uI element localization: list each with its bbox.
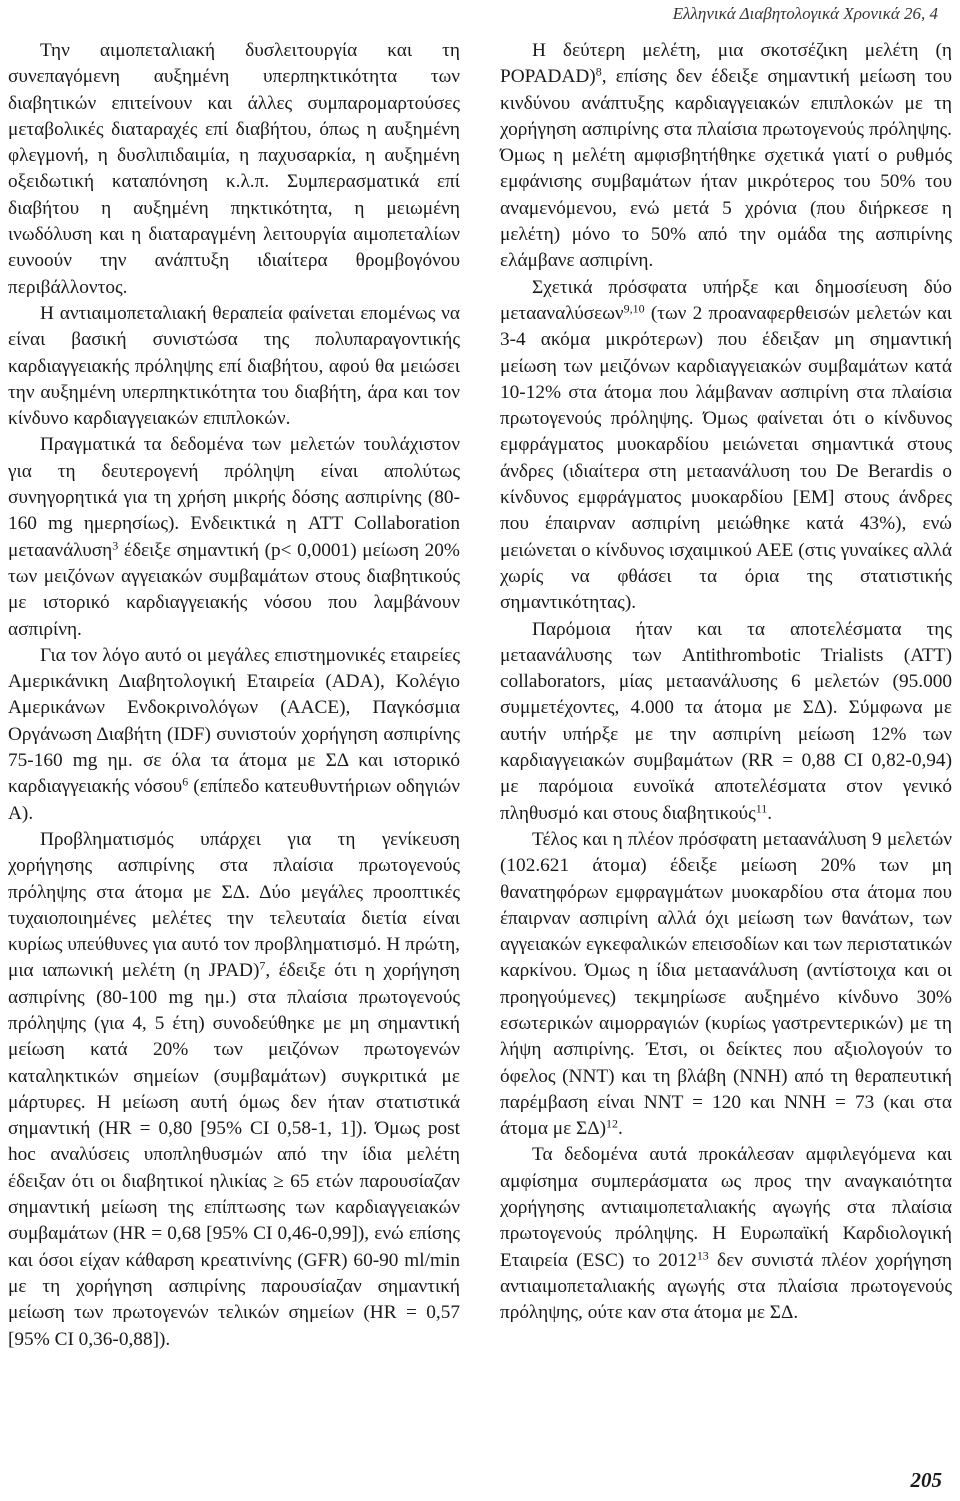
left-column <box>8 38 460 1353</box>
right-column <box>500 38 952 1327</box>
citation-ref: 7 <box>259 958 266 973</box>
paragraph: Προβληματισμός υπάρχει για τη γενίκευση χορήγησης ασπιρίνης στα πλαίσια πρωτογενούς πρόληψης στα άτομα με ΣΔ. Δύο μεγάλες προοπτικές τυχαιοποιημένες μελέτες την τελευταία διετία είναι κυρίως υπεύθυνες για αυτό τον προβληματισμό. Η πρώτη, μια ιαπωνική μελέτη (η JPAD)$^7$, έδειξε ότι η χορήγηση ασπιρίνης (80-100 mg ημ.) στα πλαίσια πρωτογενούς πρόληψης (για 4, 5 έτη) συνοδεύθηκε με μη σημαντική μείωση κατά 20% των μειζόνων πρωτογενών καταληκτικών σημείων (συμβαμάτων) συγκριτικά με μάρτυρες. Η μείωση αυτή όμως δεν ήταν στατιστικά σημαντική (HR = 0,80 [95% CI 0,58-1, 1]). Όμως post hoc αναλύσεις υποπληθυσμών από την ίδια μελέτη έδειξαν ότι οι διαβητικοί ηλικίας ≥ 65 ετών παρουσίαζαν σημαντική μείωση της επίπτωσης των καρδιαγγειακών συμβαμάτων (HR = 0,68 [95% CI 0,46-0,99]), ενώ επίσης και όσοι είχαν κάθαρση κρεατινίνης (GFR) 60-90 ml/min με τη χορήγηση ασπιρίνης παρουσίαζαν σημαντική μείωση των πρωτογενών τελικών σημείων (HR = 0,57 [95% CI 0,36-0,88]). <box>8 828 460 1350</box>
paragraph: Τέλος και η πλέον πρόσφατη μεταανάλυση 9 μελετών (102.621 άτομα) έδειξε μείωση 20% των μη θανατηφόρων εμφραγμάτων μυοκαρδίου στα άτομα που έπαιρναν ασπιρίνη αλλά όχι μείωση των θανάτων, των αγγειακών εγκεφαλικών επεισοδίων και των περιστατικών καρκίνου. Όμως η ίδια μεταανάλυση (αντίστοιχα και οι προηγούμενες) τεκμηρίωσε αυξημένο κίνδυνο 30% εσωτερικών αιμορραγιών (κυρίως γαστρεντερικών) με τη λήψη ασπιρίνης. Έτσι, οι δείκτες που αξιολογούν το όφελος (NNT) και τη βλάβη (NNH) από τη θεραπευτική παρέμβαση είναι NNT = 120 και NNH = 73 (και στα άτομα με ΣΔ)$^{12}$. <box>500 828 952 1140</box>
paragraph: Την αιμοπεταλιακή δυσλειτουργία και τη συνεπαγόμενη αυξημένη υπερπηκτικότητα των διαβητικών επιτείνουν και άλλες συμπαρομαρτούσες μεταβολικές διαταραχές επί διαβήτου, όπως η αυξημένη φλεγμονή, η δυσλιπιδαιμία, η παχυσαρκία, η αυξημένη οξειδωτική καταπόνηση κ.λ.π. Συμπερασματικά επί διαβήτου η αυξημένη πηκτικότητα, η μειωμένη ινωδόλυση και η διαταραγμένη λειτουργία αιμοπεταλίων ευνοούν την ανάπτυξη ιδιαίτερα θρομβογόνου περιβάλλοντος. <box>8 40 460 298</box>
citation-ref: 13 <box>696 1248 709 1263</box>
running-head: Ελληνικά Διαβητολογικά Χρονικά 26, 4 <box>672 4 938 23</box>
paragraph: Πραγματικά τα δεδομένα των μελετών τουλάχιστον για τη δευτερογενή πρόληψη είναι απολύτως συνηγορητικά για τη χρήση μικρής δόσης ασπιρίνης (80-160 mg ημερησίως). Ενδεικτικά η ATT Collaboration μεταανάλυση$^3$ έδειξε σημαντική (p< 0,0001) μείωση 20% των μειζόνων αγγειακών συμβαμάτων στους διαβητικούς με ιστορικό καρδιαγγειακής νόσου που λαμβάνουν ασπιρίνη. <box>8 434 460 640</box>
page-number: 205 <box>910 1468 942 1492</box>
paragraph: Για τον λόγο αυτό οι μεγάλες επιστημονικές εταιρείες Αμερικάνικη Διαβητολογική Εταιρεία (ADA), Κολέγιο Αμερικάνων Ενδοκρινολόγων (AACE), Παγκόσμια Οργάνωση Διαβήτη (IDF) συνιστούν χορήγηση ασπιρίνης 75-160 mg ημ. σε όλα τα άτομα με ΣΔ και ιστορικό καρδιαγγειακής νόσου$^6$ (επίπεδο κατευθυντήριων οδηγιών Α). <box>8 644 460 824</box>
paragraph: Τα δεδομένα αυτά προκάλεσαν αμφιλεγόμενα και αμφίσημα συμπεράσματα ως προς την αναγκαιότητα χορήγησης αντιαιμοπεταλιακής αγωγής στα πλαίσια πρωτογενούς πρόληψης. Η Ευρωπαϊκή Καρδιολογική Εταιρεία (ESC) το 2012$^{13}$ δεν συνιστά πλέον χορήγηση αντιαιμοπεταλιακής αγωγής στα πλαίσια πρωτογενούς πρόληψης, ούτε καν στα άτομα με ΣΔ. <box>500 1144 952 1324</box>
citation-ref: 8 <box>595 64 602 79</box>
citation-ref: 11 <box>755 801 768 816</box>
citation-ref: 12 <box>606 1116 618 1131</box>
citation-ref: 9,10 <box>623 301 645 316</box>
citation-ref: 3 <box>112 538 119 553</box>
paragraph: Η δεύτερη μελέτη, μια σκοτσέζικη μελέτη (η POPADAD)$^8$, επίσης δεν έδειξε σημαντική μείωση του κινδύνου ανάπτυξης καρδιαγγειακών επιπλοκών με τη χορήγηση ασπιρίνης στα πλαίσια πρωτογενούς πρόληψης. Όμως η μελέτη αμφισβητήθηκε σχετικά γιατί ο ρυθμός εμφάνισης συμβαμάτων ήταν μικρότερος του 50% του αναμενόμενου, ενώ μετά 5 χρόνια (που διήρκεσε η μελέτη) μόνο το 50% από την ομάδα της ασπιρίνης ελάμβανε ασπιρίνη. <box>500 40 952 272</box>
paragraph: Σχετικά πρόσφατα υπήρξε και δημοσίευση δύο μετααναλύσεων$^{9,10}$ (των 2 προαναφερθεισών μελετών και 3-4 ακόμα μικρότερων) που έδειξαν μη σημαντική μείωση των μειζόνων καρδιαγγειακών συμβαμάτων κατά 10-12% στα άτομα που λάμβαναν ασπιρίνη στα πλαίσια πρωτογενούς πρόληψης. Όμως φαίνεται ότι ο κίνδυνος εμφράγματος μυοκαρδίου μειώνεται σημαντικά στους άνδρες (ιδιαίτερα στη μεταανάλυση του De Berardis ο κίνδυνος εμφράγματος μυοκαρδίου [ΕΜ] στους άνδρες που έπαιρναν ασπιρίνη μειώθηκε κατά 43%), ενώ μειώνεται ο κίνδυνος ισχαιμικού ΑΕΕ (στις γυναίκες αλλά χωρίς να φθάσει τα όρια της στατιστικής σημαντικότητας). <box>500 276 952 614</box>
paragraph: Η αντιαιμοπεταλιακή θεραπεία φαίνεται επομένως να είναι βασική συνιστώσα της πολυπαραγοντικής καρδιαγγειακής πρόληψης επί διαβήτου, αφού θα μειώσει την αυξημένη υπερπηκτικότητα του διαβήτη, άρα και τον κίνδυνο καρδιαγγειακών επιπλοκών. <box>8 302 460 430</box>
citation-ref: 6 <box>182 774 189 789</box>
paragraph: Παρόμοια ήταν και τα αποτελέσματα της μεταανάλυσης των Antithrombotic Trialists (ATT) collaborators, μίας μεταανάλυσης 6 μελετών (95.000 συμμετέχοντες, 4.000 τα άτομα με ΣΔ). Σύμφωνα με αυτήν υπήρξε με την ασπιρίνη μείωση 12% των καρδιαγγειακών συμβαμάτων (RR = 0,88 CI 0,82-0,94) με παρόμοια ευνοϊκά αποτελέσματα στον γενικό πληθυσμό και στους διαβητικούς$^{11}$. <box>500 618 952 824</box>
